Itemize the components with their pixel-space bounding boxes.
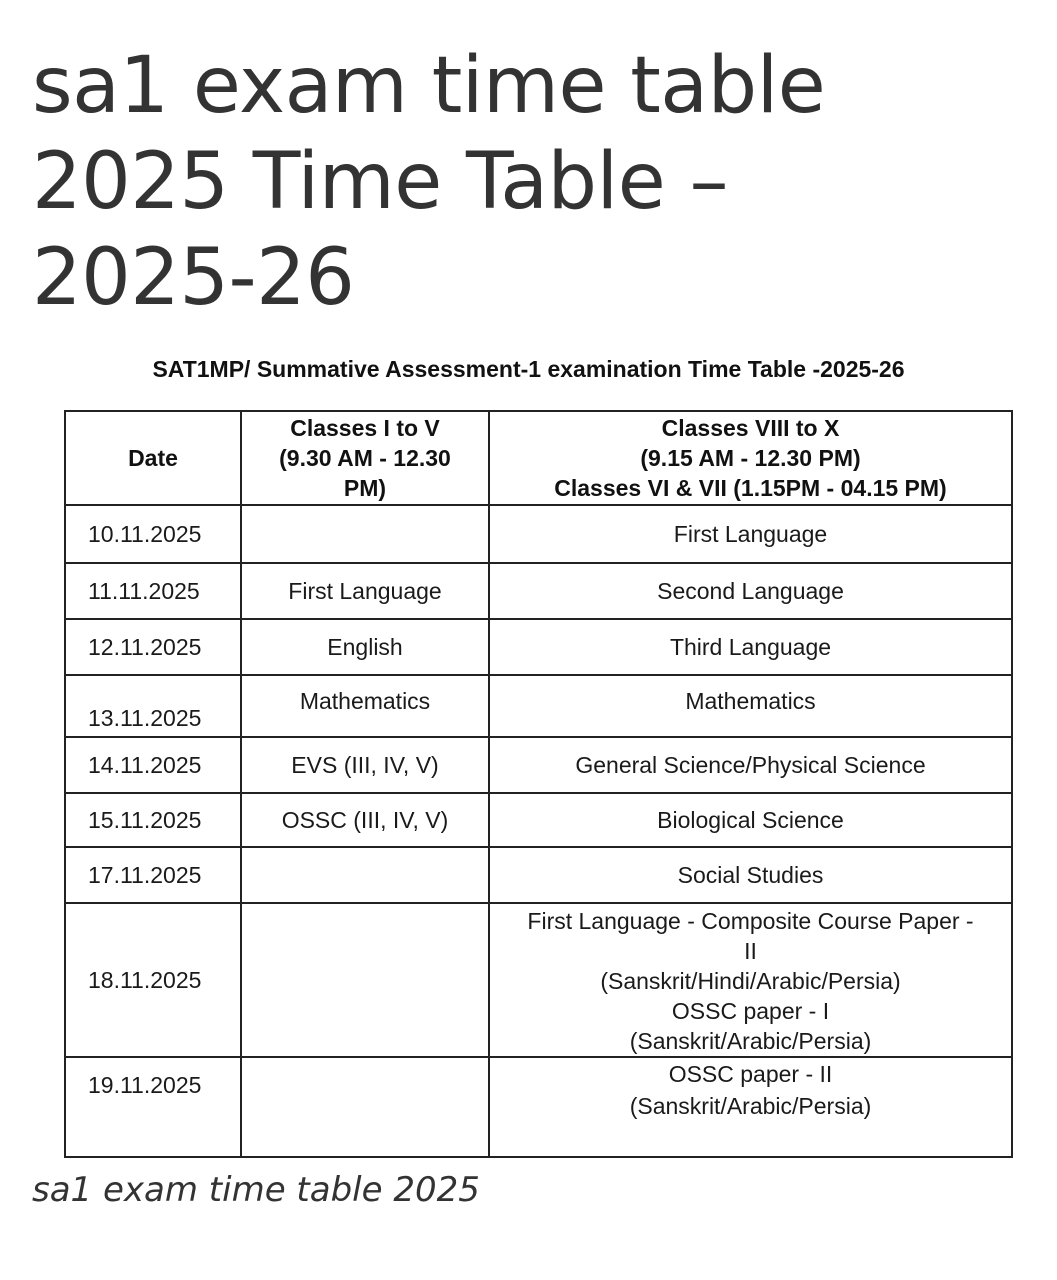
header-line: Classes I to V [290,415,440,441]
cell-line: (Sanskrit/Arabic/Persia) [629,1028,872,1054]
classes-i-to-v-cell [241,505,489,563]
date-cell: 15.11.2025 [65,793,241,847]
table-header-row [65,411,1012,505]
table-row [65,675,1012,737]
table-row [65,793,1012,847]
table-row [65,737,1012,793]
cell-line: OSSC paper - I [671,998,830,1024]
classes-vi-to-x-cell: First Language [489,505,1012,563]
classes-i-to-v-cell [241,1057,489,1157]
classes-i-to-v-cell: EVS (III, IV, V) [241,737,489,793]
table-row [65,903,1012,1057]
column-header-classes-vi-to-x [489,411,1012,505]
cell-line: First Language - Composite Course Paper - [527,908,974,934]
column-header-classes-i-to-v [241,411,489,505]
column-header-date: Date [65,411,241,505]
table-row [65,1057,1012,1157]
classes-vi-to-x-cell: General Science/Physical Science [489,737,1012,793]
table-row [65,847,1012,903]
header-line: PM) [343,475,387,501]
date-cell: 18.11.2025 [65,903,241,1057]
date-cell: 11.11.2025 [65,563,241,619]
page-title-line: 2025-26 [32,233,355,323]
cell-line: II [744,938,757,964]
classes-i-to-v-cell: Mathematics [241,675,489,737]
date-cell: 17.11.2025 [65,847,241,903]
image-caption: sa1 exam time table 2025 [32,1170,480,1210]
date-cell: 13.11.2025 [65,675,241,737]
header-line: (9.15 AM - 12.30 PM) [640,445,861,471]
classes-i-to-v-cell [241,903,489,1057]
header-line: (9.30 AM - 12.30 [279,445,451,471]
classes-vi-to-x-cell: Mathematics [489,675,1012,737]
classes-vi-to-x-cell: Biological Science [489,793,1012,847]
classes-i-to-v-cell: First Language [241,563,489,619]
cell-line: (Sanskrit/Arabic/Persia) [629,1093,872,1119]
date-cell: 19.11.2025 [65,1057,241,1157]
page-title-line: sa1 exam time table [32,41,826,131]
table-row [65,619,1012,675]
page-title [32,38,1032,326]
header-line: Classes VIII to X [661,415,840,441]
table-row [65,563,1012,619]
date-cell: 12.11.2025 [65,619,241,675]
header-line: Classes VI & VII (1.15PM - 04.15 PM) [554,475,947,501]
classes-vi-to-x-cell: Social Studies [489,847,1012,903]
classes-vi-to-x-cell [489,1057,1012,1157]
classes-vi-to-x-cell: Second Language [489,563,1012,619]
classes-i-to-v-cell: OSSC (III, IV, V) [241,793,489,847]
table-row [65,505,1012,563]
page-title-line: 2025 Time Table – [32,137,728,227]
timetable-heading: SAT1MP/ Summative Assessment-1 examination Time Table -2025-26 [152,356,905,382]
classes-i-to-v-cell [241,847,489,903]
exam-timetable [64,410,1013,1158]
classes-vi-to-x-cell [489,903,1012,1057]
cell-line: OSSC paper - II [668,1061,833,1087]
date-cell: 14.11.2025 [65,737,241,793]
cell-line: (Sanskrit/Hindi/Arabic/Persia) [600,968,901,994]
date-cell: 10.11.2025 [65,505,241,563]
classes-vi-to-x-cell: Third Language [489,619,1012,675]
classes-i-to-v-cell: English [241,619,489,675]
